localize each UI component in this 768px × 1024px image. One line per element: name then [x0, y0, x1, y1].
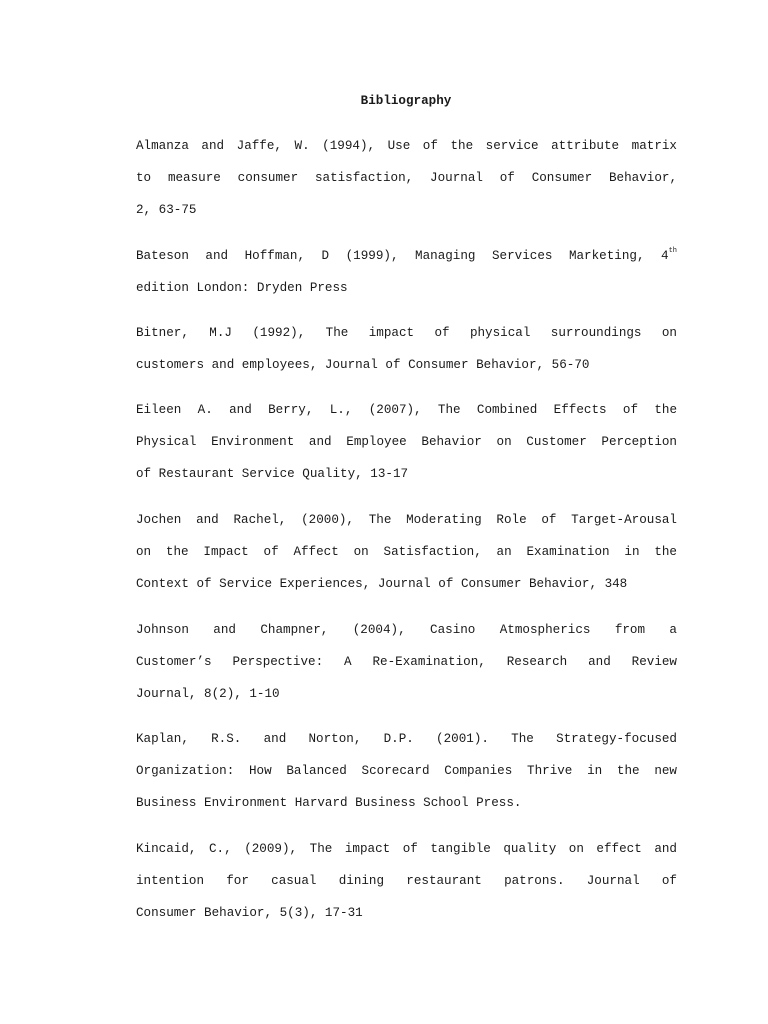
bibliography-entry	[136, 833, 677, 929]
entry-line: Customer’s Perspective: A Re-Examination, Research and Review	[136, 655, 677, 669]
ordinal-superscript: th	[668, 247, 677, 255]
entry-line	[136, 240, 677, 272]
entry-line: Kincaid, C., (2009), The impact of tangible quality on effect and	[136, 842, 677, 856]
entry-line: Kaplan, R.S. and Norton, D.P. (2001). The Strategy-focused	[136, 732, 677, 746]
entry-line: of Restaurant Service Quality, 13-17	[136, 467, 409, 481]
bibliography-entry	[136, 130, 677, 226]
entry-line: to measure consumer satisfaction, Journal of Consumer Behavior,	[136, 171, 677, 185]
entry-line: 2, 63-75	[136, 203, 197, 217]
page-title: Bibliography	[360, 94, 452, 108]
bibliography-entry	[136, 504, 677, 600]
entry-line: on the Impact of Affect on Satisfaction, an Examination in the	[136, 545, 677, 559]
entry-line: Journal, 8(2), 1-10	[136, 687, 280, 701]
entry-line: Almanza and Jaffe, W. (1994), Use of the service attribute matrix	[136, 139, 677, 153]
entry-line: customers and employees, Journal of Consumer Behavior, 56-70	[136, 358, 590, 372]
entry-line: intention for casual dining restaurant patrons. Journal of	[136, 874, 677, 888]
bibliography-entry	[136, 723, 677, 819]
entry-line: edition London: Dryden Press	[136, 281, 348, 295]
entry-line: Johnson and Champner, (2004), Casino Atmospherics from a	[136, 623, 677, 637]
entry-line: Eileen A. and Berry, L., (2007), The Combined Effects of the	[136, 403, 677, 417]
entry-line: Jochen and Rachel, (2000), The Moderating Role of Target-Arousal	[136, 513, 677, 527]
bibliography-entry	[136, 394, 677, 490]
entry-line: Organization: How Balanced Scorecard Companies Thrive in the new	[136, 764, 677, 778]
entry-line: Business Environment Harvard Business School Press.	[136, 796, 522, 810]
entry-line: Consumer Behavior, 5(3), 17-31	[136, 906, 363, 920]
bibliography-entry	[136, 317, 677, 381]
entry-line: Bitner, M.J (1992), The impact of physical surroundings on	[136, 326, 677, 340]
entry-line-text: Bateson and Hoffman, D (1999), Managing Services Marketing, 4	[136, 249, 669, 263]
entry-line: Physical Environment and Employee Behavior on Customer Perception	[136, 435, 677, 449]
bibliography-entry	[136, 240, 677, 304]
bibliography-entry	[136, 614, 677, 710]
entry-line: Context of Service Experiences, Journal of Consumer Behavior, 348	[136, 577, 628, 591]
